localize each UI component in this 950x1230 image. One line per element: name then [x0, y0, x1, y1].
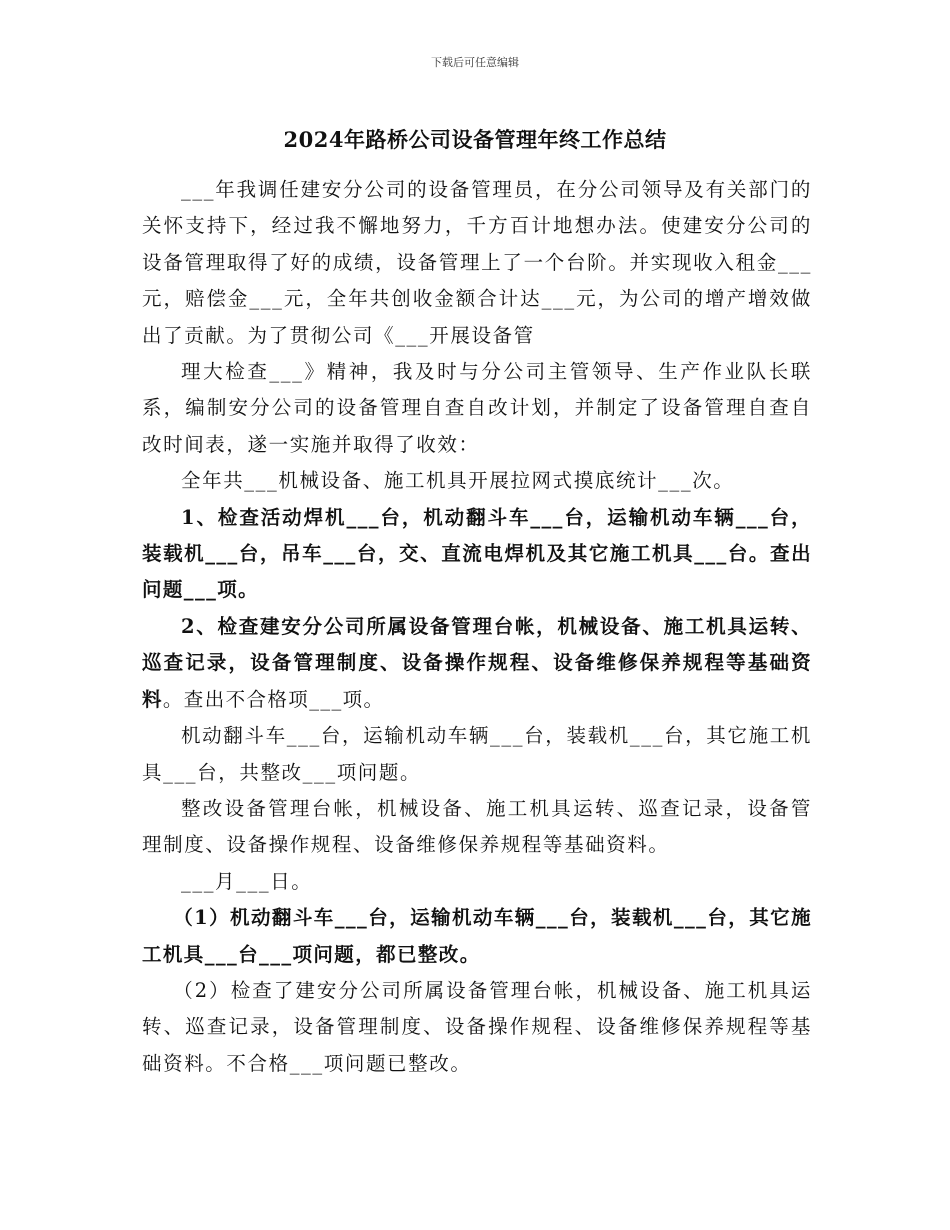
document-body [142, 172, 812, 1082]
paragraph-check-item-1: 1、检查活动焊机___台，机动翻斗车___台，运输机动车辆___台，装载机___台，吊车___台，交、直流电焊机及其它施工机具___台。查出问题___项。 [142, 505, 812, 602]
header-note: 下载后可任意编辑 [431, 56, 519, 69]
paragraph-rectification-records: 整改设备管理台帐，机械设备、施工机具运转、巡查记录，设备管理制度、设备操作规程、设备维修保养规程等基础资料。 [142, 796, 812, 857]
paragraph-check-item-2-result: 。查出不合格项___项。 [162, 687, 385, 711]
paragraph-check-item-2-bold: 2、检查建安分公司所属设备管理台帐，机械设备、施工机具运转、巡查记录，设备管理制度、设备操作规程、设备维修保养规程等基础资料 [142, 614, 812, 711]
paragraph-date: ___月___日。 [181, 869, 313, 893]
paragraph-result-1: （1）机动翻斗车___台，运输机动车辆___台，装载机___台，其它施工机具___台___项问题，都已整改。 [142, 906, 812, 966]
paragraph-intro: ___年我调任建安分公司的设备管理员，在分公司领导及有关部门的关怀支持下，经过我不懈地努力，千方百计地想办法。使建安分公司的设备管理取得了好的成绩，设备管理上了一个台阶。并实现收入租金___元，赔偿金___元，全年共创收金额合计达___元，为公司的增产增效做出了贡献。为了贯彻公司《___开展设备管 [142, 178, 812, 347]
paragraph-survey-count: 全年共___机械设备、施工机具开展拉网式摸底统计___次。 [181, 469, 735, 493]
paragraph-inspection-plan: 理大检查___》精神，我及时与分公司主管领导、生产作业队长联系，编制安分公司的设备管理自查自改计划，并制定了设备管理自查自改时间表，遂一实施并取得了收效： [142, 360, 812, 456]
paragraph-check-item-2 [142, 609, 812, 718]
paragraph-rectification-count: 机动翻斗车___台，运输机动车辆___台，装载机___台，其它施工机具___台，共整改___项问题。 [142, 724, 812, 784]
paragraph-result-2: （2）检查了建安分公司所属设备管理台帐，机械设备、施工机具运转、巡查记录，设备管理制度、设备操作规程、设备维修保养规程等基础资料。不合格___项问题已整改。 [142, 978, 812, 1075]
document-title: 2024年路桥公司设备管理年终工作总结 [283, 127, 667, 152]
